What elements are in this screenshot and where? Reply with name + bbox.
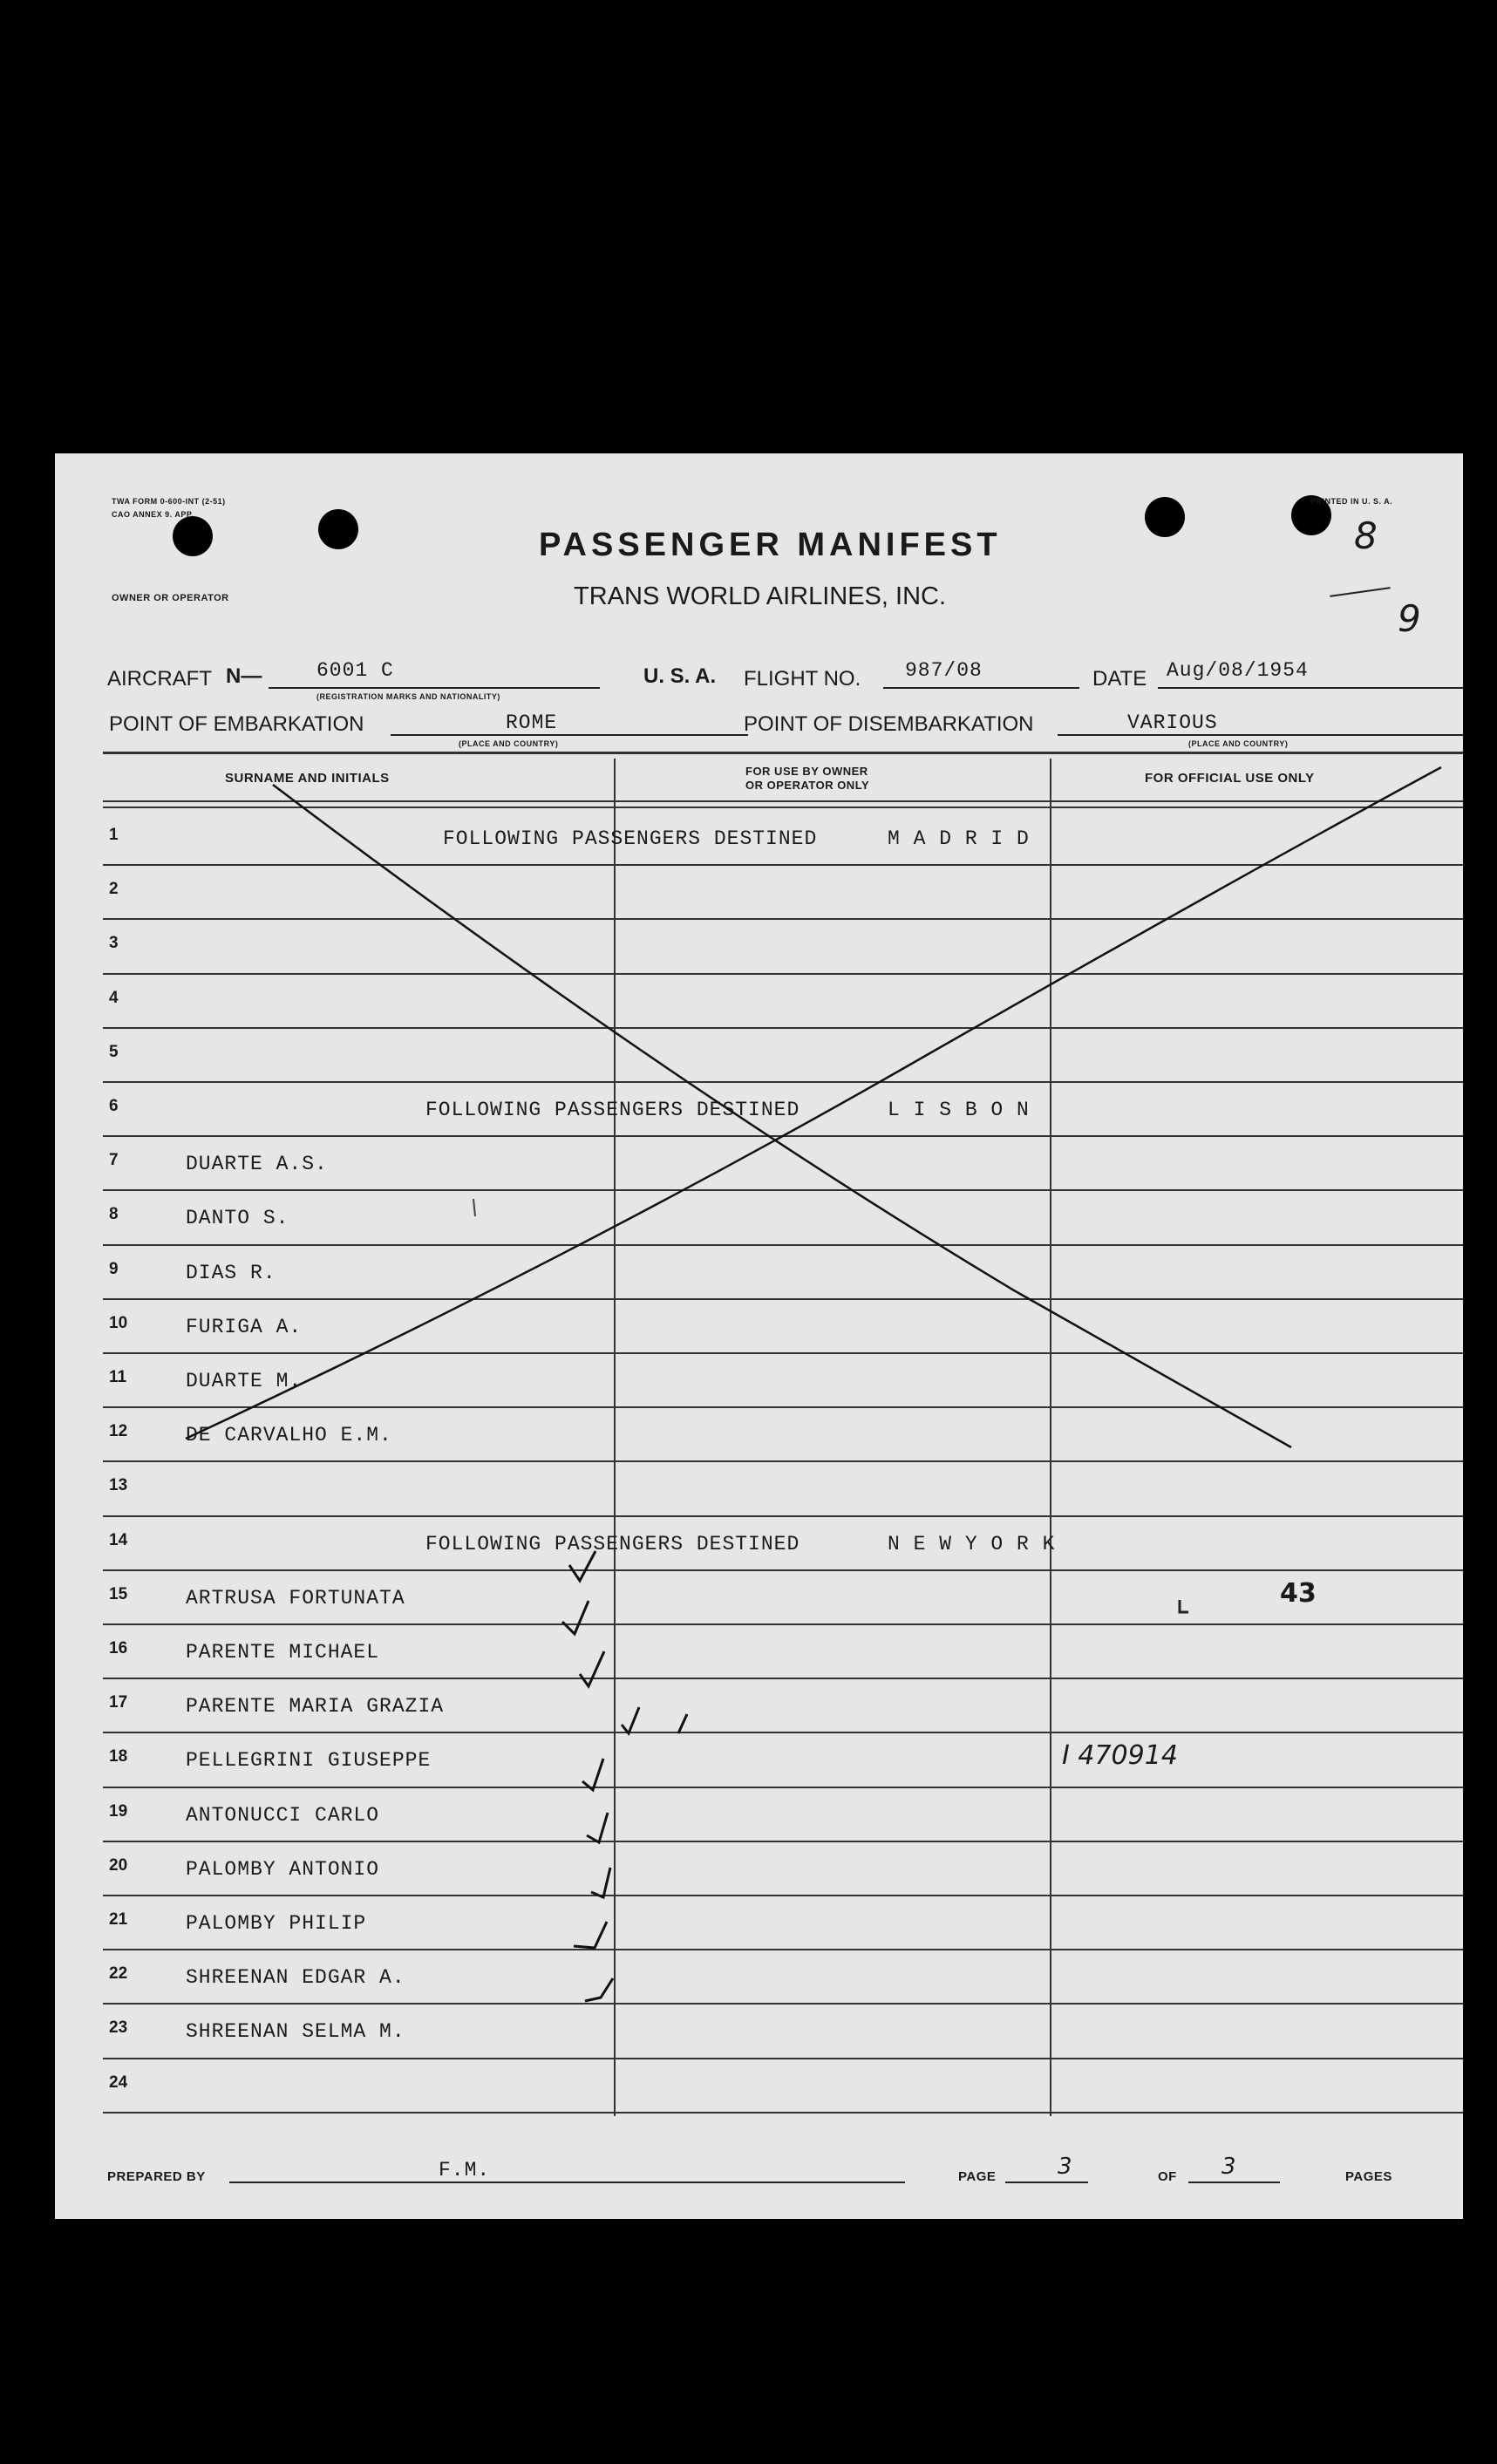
row-number: 22 [109,1964,128,1984]
page-label: PAGE [958,2169,997,2184]
row-number: 14 [109,1530,128,1549]
passenger-name: SHREENAN EDGAR A. [186,1966,405,1990]
nationality: U. S. A. [643,664,717,688]
row-number: 4 [109,988,119,1007]
stray-mark [473,1199,475,1216]
check-mark [591,1868,610,1897]
column-owner-use-1: FOR USE BY OWNER [745,765,868,778]
disembarkation-value: VARIOUS [1127,711,1218,734]
destination-heading: FOLLOWING PASSENGERS DESTINED [425,1099,800,1121]
destination-city: N E W Y O R K [888,1532,1056,1555]
row-number: 17 [109,1693,128,1712]
check-mark [580,1651,604,1686]
row-number: 5 [109,1042,119,1061]
form-number: TWA FORM 0-600-INT (2-51) [112,497,226,506]
row-number: 21 [109,1910,128,1929]
disembarkation-label: POINT OF DISEMBARKATION [744,712,1034,736]
destination-heading: FOLLOWING PASSENGERS DESTINED [443,827,818,850]
page-number: 3 [1058,2154,1072,2180]
flight-number: 987/08 [905,659,983,682]
sheet-note-bottom: 9 [1398,597,1421,640]
prepared-by-value: F.M. [439,2159,491,2182]
row-number: 10 [109,1313,128,1332]
check-mark [582,1759,603,1790]
row-number: 18 [109,1747,128,1766]
passenger-name: FURIGA A. [186,1315,303,1338]
sheet-note-top: 8 [1354,514,1378,557]
row-number: 23 [109,2018,128,2038]
of-underline [1188,2182,1280,2183]
row-number: 1 [109,826,119,844]
row-number: 3 [109,934,119,953]
passenger-name: PARENTE MARIA GRAZIA [186,1695,445,1719]
pages-label: PAGES [1345,2169,1392,2184]
passenger-name: PARENTE MICHAEL [186,1641,380,1664]
airline-name: TRANS WORLD AIRLINES, INC. [574,582,947,610]
handwritten-marks [55,453,1463,2219]
check-mark [622,1707,639,1733]
aircraft-registration: 6001 C [316,659,394,682]
tick-mark [678,1714,687,1733]
flight-date: Aug/08/1954 [1167,659,1309,682]
row-number: 19 [109,1801,128,1821]
aircraft-prefix: N— [226,664,262,688]
manifest-page [55,453,1463,2219]
passenger-name: PALOMBY PHILIP [186,1912,367,1935]
cross-out-stroke [186,767,1441,1439]
printed-note: PRINTED IN U. S. A. [1310,497,1393,506]
destination-city: M A D R I D [888,827,1030,850]
page-underline [1005,2182,1088,2183]
embarkation-label: POINT OF EMBARKATION [109,712,364,736]
prepared-by-underline [229,2182,905,2183]
passenger-name: DANTO S. [186,1207,289,1230]
row-number: 12 [109,1422,128,1441]
page-title: PASSENGER MANIFEST [539,527,1002,563]
official-use-note: 43 [1280,1577,1317,1609]
date-label: DATE [1092,667,1147,691]
registration-caption: (REGISTRATION MARKS AND NATIONALITY) [316,692,500,701]
of-label: OF [1158,2169,1177,2184]
passenger-name: DE CARVALHO E.M. [186,1424,392,1447]
row-number: 15 [109,1584,128,1603]
embarkation-caption: (PLACE AND COUNTRY) [459,739,559,748]
passenger-name: ANTONUCCI CARLO [186,1803,380,1827]
flight-no-label: FLIGHT NO. [744,667,861,691]
prepared-by-label: PREPARED BY [107,2169,206,2184]
destination-heading: FOLLOWING PASSENGERS DESTINED [425,1532,800,1555]
check-mark [587,1813,608,1842]
row-number: 13 [109,1476,128,1495]
passenger-name: DIAS R. [186,1261,276,1284]
check-mark [562,1601,589,1634]
embarkation-value: ROME [506,711,558,734]
disembarkation-caption: (PLACE AND COUNTRY) [1188,739,1289,748]
owner-label: OWNER OR OPERATOR [112,593,229,603]
check-mark [574,1922,607,1948]
row-number: 7 [109,1151,119,1170]
row-number: 20 [109,1855,128,1875]
column-official-use: FOR OFFICIAL USE ONLY [1145,771,1315,786]
row-number: 2 [109,880,119,899]
row-number: 8 [109,1205,119,1224]
passenger-name: PELLEGRINI GIUSEPPE [186,1749,432,1773]
destination-city: L I S B O N [888,1099,1030,1121]
row-number: 11 [109,1368,127,1386]
column-surname: SURNAME AND INITIALS [225,771,390,786]
passenger-name: DUARTE M. [186,1370,303,1392]
row-number: 16 [109,1639,128,1657]
official-use-note: I 470914 [1062,1740,1178,1772]
check-mark [569,1551,595,1581]
passenger-name: SHREENAN SELMA M. [186,2020,405,2044]
passenger-name: DUARTE A.S. [186,1153,328,1176]
passenger-name: PALOMBY ANTONIO [186,1857,380,1881]
row-number: 24 [109,2073,128,2092]
official-mark [1180,1600,1188,1612]
column-owner-use-2: OR OPERATOR ONLY [745,779,870,792]
annex-note: CAO ANNEX 9. APP. [112,510,194,519]
passenger-name: ARTRUSA FORTUNATA [186,1586,405,1610]
check-mark [585,1978,613,2001]
total-pages: 3 [1221,2154,1236,2180]
aircraft-label: AIRCRAFT [107,667,212,691]
row-number: 9 [109,1259,119,1278]
row-number: 6 [109,1097,119,1115]
cross-out-stroke [273,785,1291,1447]
